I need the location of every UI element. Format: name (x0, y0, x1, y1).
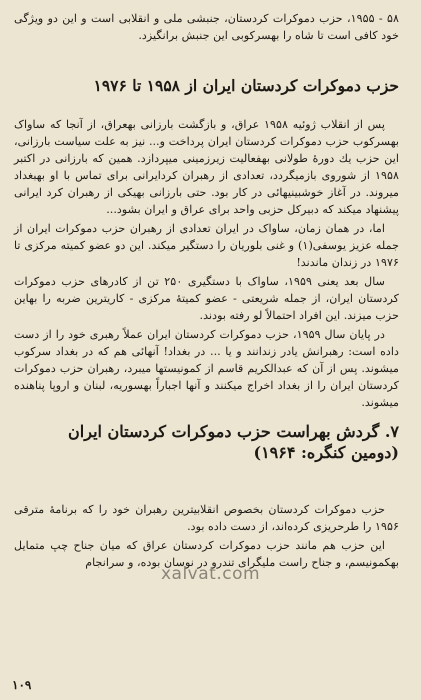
watermark: xalvat.com (160, 564, 261, 584)
intro-paragraph: ۵۸ - ۱۹۵۵، حزب دموکرات کردستان، جنبشی ملی و انقلابی است و این دو ویژگی خود کافی است تا شاه را بهسرکوبی این جنبش برانگیزد. (14, 12, 399, 42)
body-paragraph-4: در پایان سال ۱۹۵۹، حزب دموکرات کردستان ایران عملاً رهبری خود را از دست داده است: رهبرانش یادر زندانند و یا ... در بغداد! آنهائی هم که در بغداد سرکوب میشوند. پس از آن که عبدالکریم قاسم از کمونیستها میبرد، رهبران حزب دموکرات کردستان ایران را از بغداد اخراج میکنند و آنها اجباراً بهسوریه، لبنان و اروپا پناهنده میشوند. (14, 328, 399, 409)
section-7-title: ۷. گردش بهراست حزب دموکرات کردستان ایران (68, 422, 399, 441)
body-paragraph-6: این حزب هم مانند حزب دموکرات کردستان عراق که میان جناح چپ متمایل بهکمونیسم، و جناح راست ملیگرای تندرو در نوسان بوده، و سرانجام (14, 539, 399, 569)
watermark-gap (14, 471, 399, 501)
section-7-subtitle: (دومین کنگره: ۱۹۶۴) (253, 443, 399, 462)
body-paragraph-1: پس از انقلاب ژوئیه ۱۹۵۸ عراق، و بازگشت بارزانی بهعراق، از آنجا که ساواک بهسرکوب حزب دموکرات کردستان ایران پرداخت و... نیز به علت سیاست بارزانی، این حزب یك دورهٔ طولانی بهفعالیت زیرزمینی میپردازد. همین که بارزانی در اکتبر ۱۹۵۸ از شوروی بازمیگردد، تعدادی از رهبران کردایرانی برای تماس با او بهبغداد میروند. در آغاز خوشبینیهائی در کار بود. حتی بارزانی بهیکی از رهبران کرد ایرانی پیشنهاد میکند که دبیرکل حزبی واحد برای عراق و ایران بشود... (14, 118, 399, 216)
section-7-heading (14, 421, 399, 463)
body-paragraph-5: حزب دموکرات کردستان بخصوص انقلابیترین رهبران خود را که برنامهٔ مترقی ۱۹۵۶ را طرحریزی کرده‌اند، از دست داده بود. (14, 503, 399, 533)
body-paragraph-2: اما، در همان زمان، ساواک در ایران تعدادی از رهبران حزب دموکرات ایران از جمله عزیز یوسفی(۱) و غنی بلوریان را دستگیر میکند. این دو عضو کمیته مرکزی تا ۱۹۷۶ در زندان ماندند! (14, 222, 399, 269)
body-paragraph-3: سال بعد یعنی ۱۹۵۹، ساواک با دستگیری ۲۵۰ تن از کادرهای حزب دموکرات کردستان ایران، از جمله شریعتی - عضو کمیتهٔ مرکزی - کاریترین ضربه را بهاین حزب میزند. این افراد احتمالاً لو رفته بودند. (14, 275, 399, 322)
section-heading: حزب دموکرات کردستان ایران از ۱۹۵۸ تا ۱۹۷۶ (93, 76, 399, 95)
page-number: ۱۰۹ (12, 678, 32, 692)
